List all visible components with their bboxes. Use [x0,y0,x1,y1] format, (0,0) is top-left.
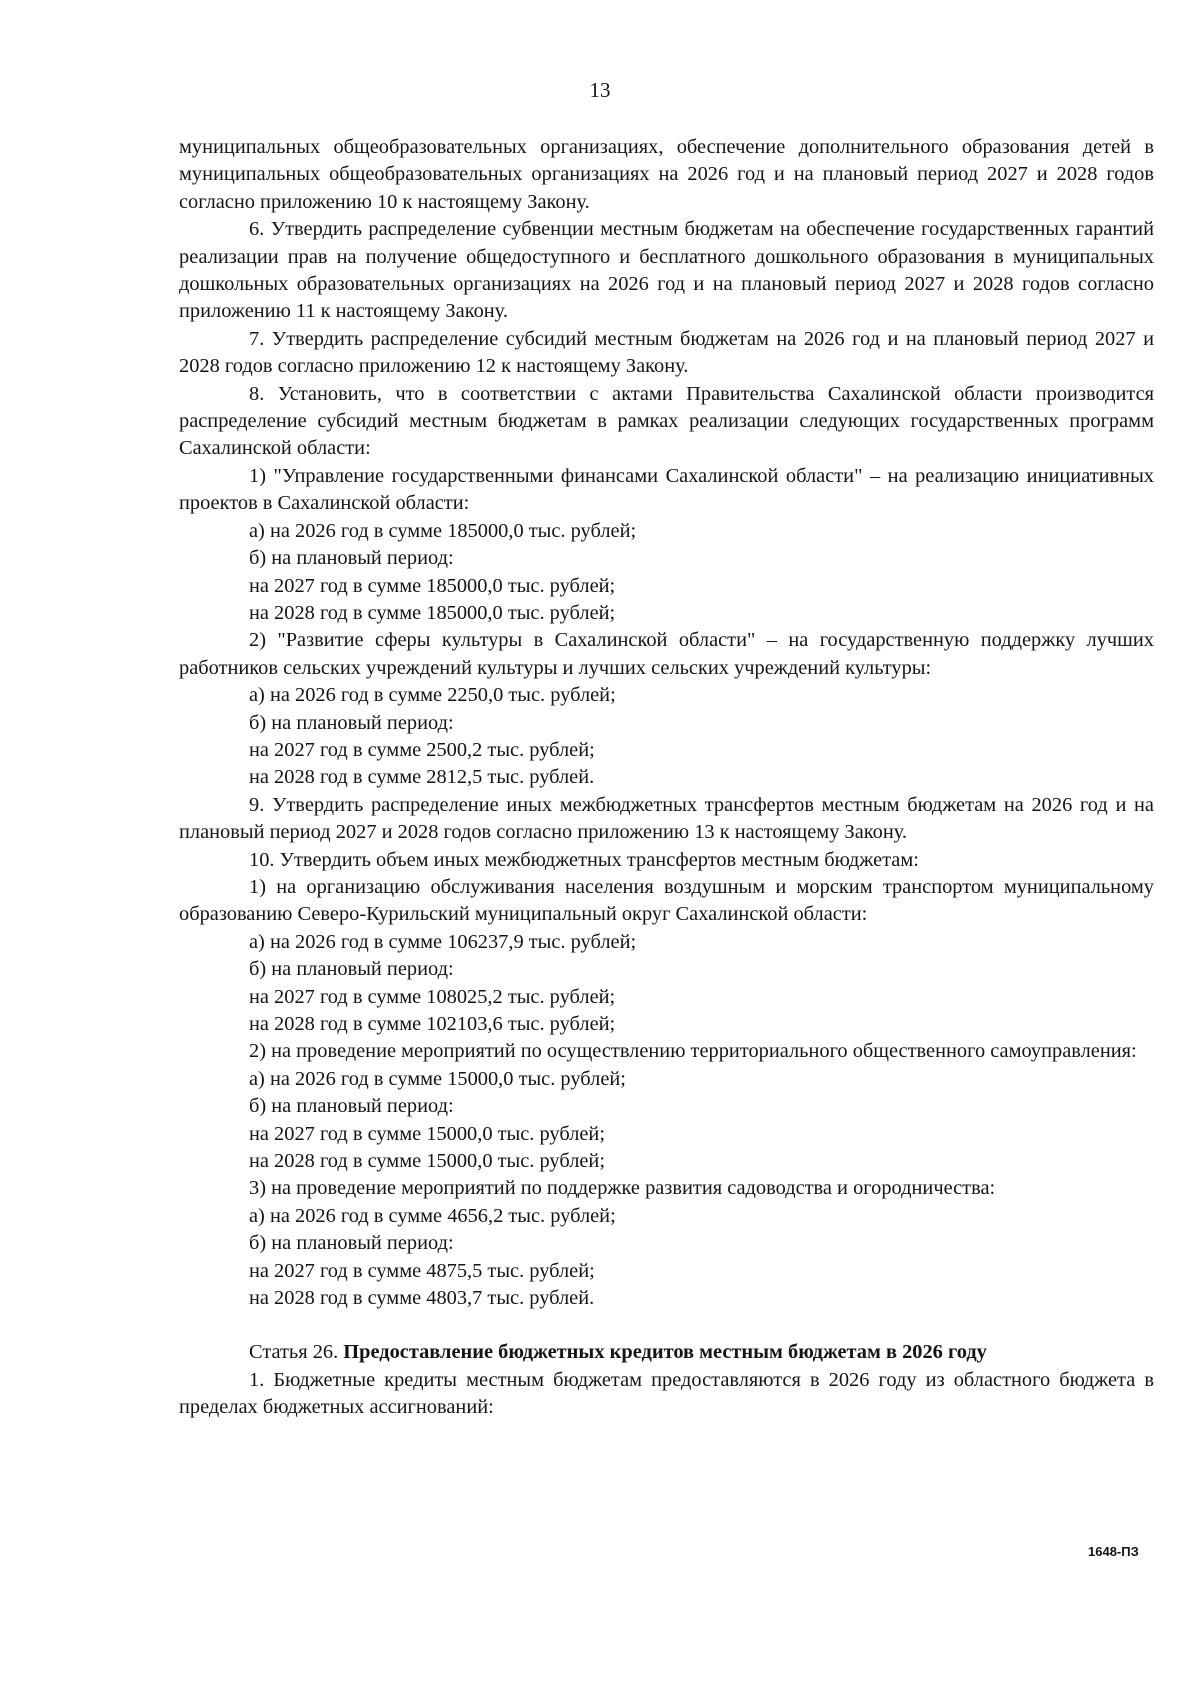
paragraph: а) на 2026 год в сумме 106237,9 тыс. рублей; [249,930,637,953]
paragraph: 1. Бюджетные кредиты местным бюджетам предоставляются в 2026 году из областного бюджета в пределах бюджетных ассигнований: [179,1368,1154,1419]
paragraph: а) на 2026 год в сумме 185000,0 тыс. рублей; [249,519,637,542]
paragraph: 9. Утвердить распределение иных межбюджетных трансфертов местным бюджетам на 2026 год и на плановый период 2027 и 2028 годов согласно приложению 13 к настоящему Закону. [179,793,1154,844]
paragraph: б) на плановый период: [249,547,454,570]
paragraph: а) на 2026 год в сумме 4656,2 тыс. рублей; [249,1204,616,1227]
paragraph: на 2028 год в сумме 4803,7 тыс. рублей. [249,1287,595,1310]
paragraph: на 2028 год в сумме 185000,0 тыс. рублей; [249,601,616,624]
paragraph: б) на плановый период: [249,1232,454,1255]
paragraph: 1) на организацию обслуживания населения воздушным и морским транспортом муниципальному образованию Северо-Курильский муниципальный округ Сахалинской области: [179,875,1154,926]
paragraph: на 2027 год в сумме 4875,5 тыс. рублей; [249,1259,595,1282]
article-heading [179,1339,1154,1366]
paragraph: 1) "Управление государственными финансами Сахалинской области" – на реализацию инициативных проектов в Сахалинской области: [179,464,1154,515]
document-body [179,134,1154,1422]
paragraph: 7. Утвердить распределение субсидий местным бюджетам на 2026 год и на плановый период 2027 и 2028 годов согласно приложению 12 к настоящему Закону. [179,327,1154,378]
paragraph: 10. Утвердить объем иных межбюджетных трансфертов местным бюджетам: [249,848,919,871]
page-number: 13 [589,78,611,102]
paragraph: а) на 2026 год в сумме 2250,0 тыс. рублей; [249,684,616,707]
paragraph: б) на плановый период: [249,958,454,981]
paragraph: б) на плановый период: [249,1095,454,1118]
article-prefix: Статья 26. [249,1341,344,1364]
paragraph: на 2027 год в сумме 108025,2 тыс. рублей; [249,985,616,1008]
paragraph: 3) на проведение мероприятий по поддержке развития садоводства и огородничества: [249,1177,996,1200]
paragraph: б) на плановый период: [249,711,454,734]
paragraph: на 2027 год в сумме 185000,0 тыс. рублей; [249,574,616,597]
document-code: 1648-ПЗ [1088,1544,1139,1559]
paragraph: а) на 2026 год в сумме 15000,0 тыс. рублей; [249,1067,626,1090]
paragraph: на 2028 год в сумме 102103,6 тыс. рублей; [249,1013,616,1035]
article-paragraph-list [179,1367,1154,1422]
paragraph-list [179,134,1154,1312]
paragraph: на 2027 год в сумме 2500,2 тыс. рублей; [249,738,595,761]
paragraph: 8. Установить, что в соответствии с актами Правительства Сахалинской области производится распределение субсидий местным бюджетам в рамках реализации следующих государственных программ Сахалинской области: [179,382,1154,460]
paragraph: муниципальных общеобразовательных организациях, обеспечение дополнительного образования детей в муниципальных общеобразовательных организациях на 2026 год и на плановый период 2027 и 2028 годов согласно приложению 10 к настоящему Закону. [179,136,1154,213]
article-title: Предоставление бюджетных кредитов местным бюджетам в 2026 году [343,1341,987,1364]
paragraph: на 2028 год в сумме 15000,0 тыс. рублей; [249,1150,606,1173]
paragraph: на 2027 год в сумме 15000,0 тыс. рублей; [249,1122,606,1145]
paragraph: 2) на проведение мероприятий по осуществлению территориального общественного самоуправления: [249,1040,1137,1063]
paragraph: на 2028 год в сумме 2812,5 тыс. рублей. [249,766,595,789]
paragraph: 6. Утвердить распределение субвенции местным бюджетам на обеспечение государственных гарантий реализации прав на получение общедоступного и бесплатного дошкольного образования в муниципальных дошкольных образовательных организациях на 2026 год и на плановый период 2027 и 2028 годов согласно приложению 11 к настоящему Закону. [179,218,1154,323]
paragraph: 2) "Развитие сферы культуры в Сахалинской области" – на государственную поддержку лучших работников сельских учреждений культуры и лучших сельских учреждений культуры: [179,629,1154,679]
